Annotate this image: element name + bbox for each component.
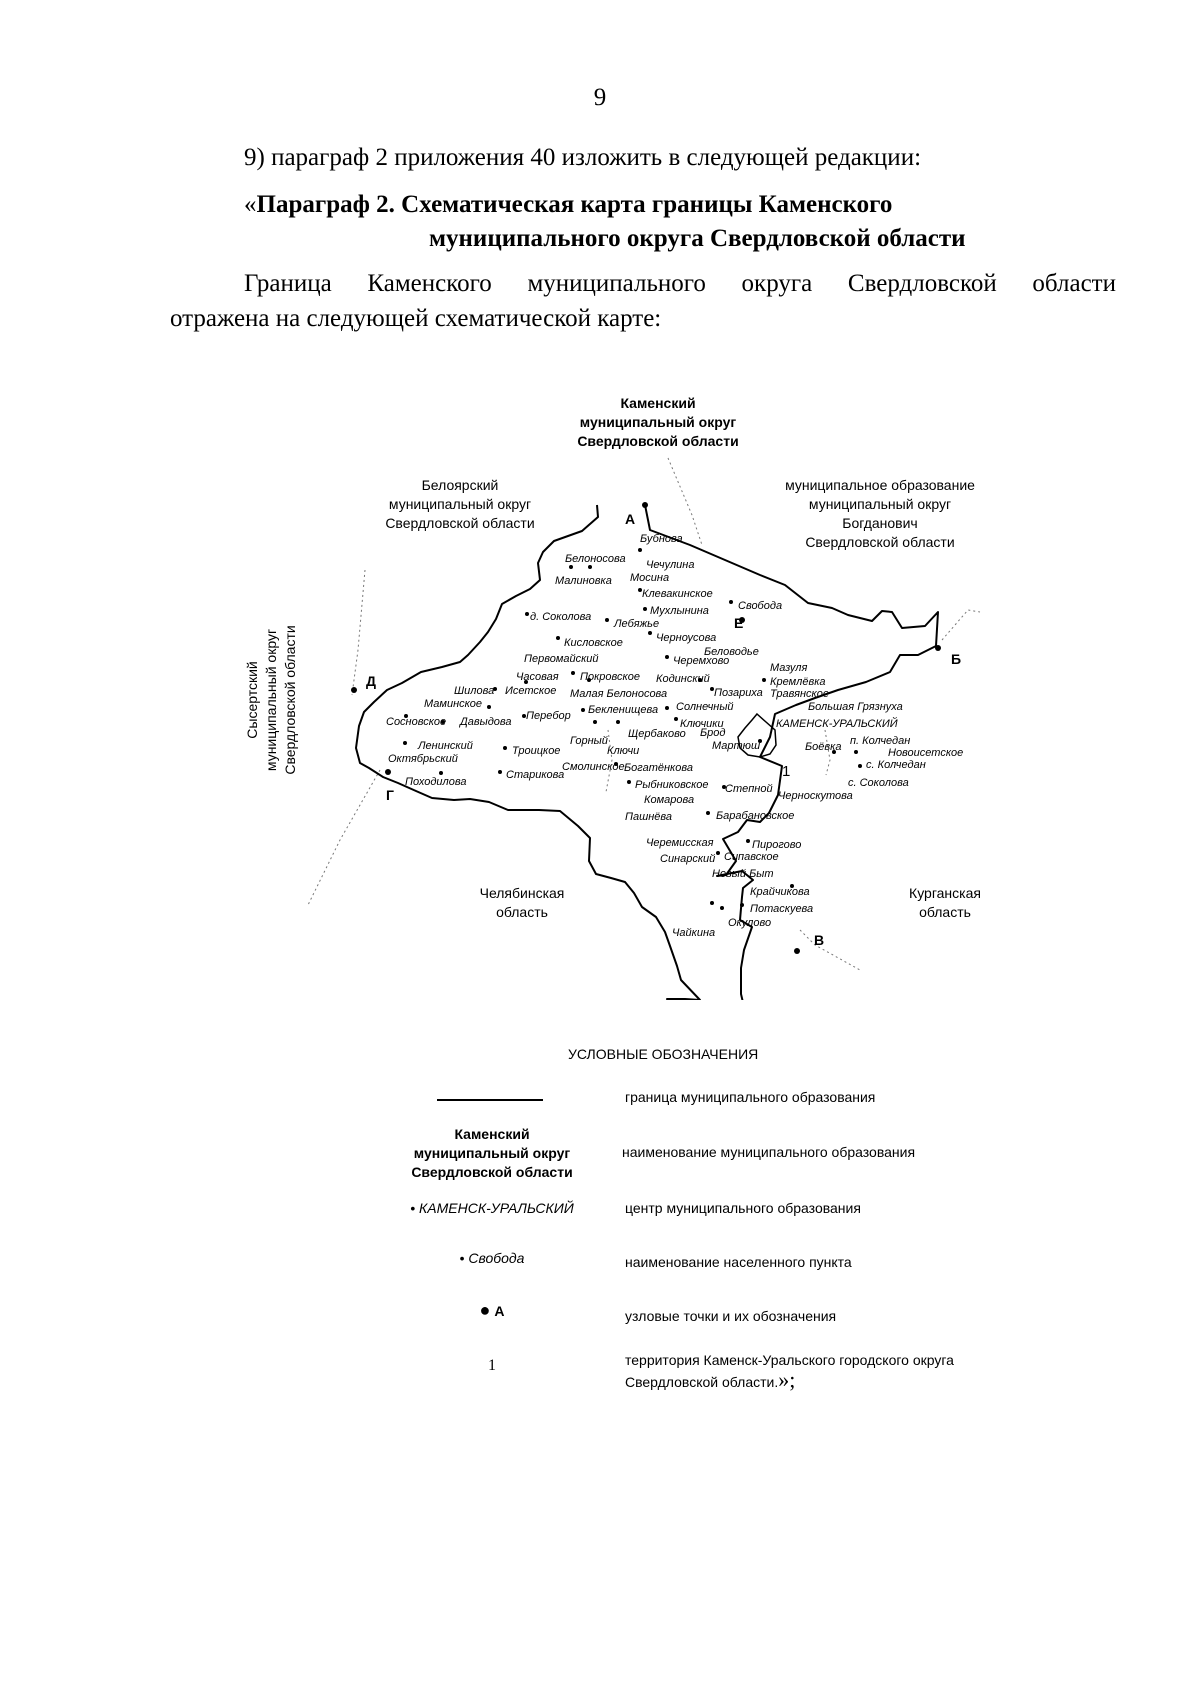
label-belovodye: Беловодье xyxy=(704,646,759,658)
neighbor-bogdanovich xyxy=(785,477,975,550)
neighbor-chelyabinsk xyxy=(480,885,565,920)
dot-malinovka xyxy=(569,565,573,569)
label-barabanovskoe: Барабановское xyxy=(716,810,795,822)
label-chernoskutova: Черноскутова xyxy=(778,790,853,802)
dot-chechulina xyxy=(638,548,642,552)
node-point-g xyxy=(385,769,391,775)
label-belonosova: Белоносова xyxy=(565,553,626,565)
boundary-west-upper xyxy=(352,570,365,695)
label-maminskoe: Маминское xyxy=(424,698,483,710)
label-malinovka: Малиновка xyxy=(555,575,612,587)
label-kislovskoe: Кисловское xyxy=(564,637,623,649)
kurgan-line-2: область xyxy=(919,904,971,920)
label-oktyabrsky: Октябрьский xyxy=(388,753,458,765)
dot-potaskueva xyxy=(740,903,744,907)
node-point-a xyxy=(642,502,648,508)
legend-title: УСЛОВНЫЕ ОБОЗНАЧЕНИЯ xyxy=(568,1046,759,1062)
label-gorny: Горный xyxy=(570,735,608,747)
label-d-sokolova: д. Соколова xyxy=(530,611,592,623)
label-chechulina: Чечулина xyxy=(646,559,695,571)
label-okulovo: Окулово xyxy=(728,917,772,929)
bogdanovich-line-1: муниципальное образование xyxy=(785,477,975,493)
label-klyuchiki: Ключики xyxy=(680,718,724,730)
legend-name-sample-line-2: муниципальный округ xyxy=(413,1145,571,1161)
label-klyuchi: Ключи xyxy=(607,745,640,757)
legend-name-sample-line-1: Каменский xyxy=(454,1126,530,1142)
label-kodinsky: Кодинский xyxy=(656,673,710,685)
label-mazulya: Мазуля xyxy=(770,662,808,674)
label-cheremkhovo: Черемхово xyxy=(673,655,730,667)
label-svoboda: Свобода xyxy=(738,600,783,612)
dot-klyuchiki xyxy=(674,717,678,721)
legend-center-sample: • КАМЕНСК-УРАЛЬСКИЙ xyxy=(410,1200,574,1216)
node-label-a: А xyxy=(625,511,636,527)
center-title-line-3: Свердловской области xyxy=(577,433,739,449)
neighbor-sysertsky xyxy=(244,625,298,774)
legend-territory-line-2: Свердловской области.»; xyxy=(625,1367,796,1392)
title-line-1: Параграф 2. Схематическая карта границы Каменского xyxy=(256,191,893,218)
dot-chernousova xyxy=(648,631,652,635)
dot-kremlevka xyxy=(762,678,766,682)
label-shilova: Шилова xyxy=(454,685,495,697)
paragraph-title xyxy=(244,188,966,256)
dot-solnechny xyxy=(665,706,669,710)
label-komarova: Комарова xyxy=(644,794,695,806)
label-pervomaysky: Первомайский xyxy=(524,653,599,665)
dot-gorny xyxy=(593,720,597,724)
boundary-south xyxy=(800,930,860,970)
bogdanovich-line-4: Свердловской области xyxy=(805,534,955,550)
label-klevakinskoe: Клевакинское xyxy=(642,588,713,600)
legend-name-label: наименование муниципального образования xyxy=(622,1144,916,1160)
sysertsky-line-3: Свердловской области xyxy=(282,625,298,775)
label-davydova: Давыдова xyxy=(460,716,512,728)
label-pozarikha: Позариха xyxy=(714,687,763,699)
label-cheremisskaya: Черемисская xyxy=(646,837,714,849)
dot-chaykina xyxy=(720,906,724,910)
label-chernousova: Черноусова xyxy=(656,632,717,644)
bogdanovich-line-2: муниципальный округ xyxy=(808,496,952,512)
body-paragraph xyxy=(170,266,1116,336)
label-brod: Брод xyxy=(700,727,726,739)
body-line-2: отражена на следующей схематической карте: xyxy=(170,305,662,332)
legend-territory-sample: 1 xyxy=(488,1357,496,1374)
legend-center-sample-text: КАМЕНСК-УРАЛЬСКИЙ xyxy=(419,1200,574,1216)
node-label-e: Е xyxy=(734,615,744,631)
label-pashneva: Пашнёва xyxy=(625,811,673,823)
node-label-g: Г xyxy=(386,787,394,803)
node-point-b xyxy=(935,645,941,651)
dot-mukhlynina xyxy=(643,607,647,611)
title-line-2: муниципального округа Свердловской области xyxy=(429,225,966,252)
neighbor-kurgan xyxy=(909,885,981,920)
page-number: 9 xyxy=(593,84,607,111)
label-pirogovo: Пирогово xyxy=(752,839,802,851)
label-pokhodilova: Походилова xyxy=(405,776,467,788)
dot-leninsky xyxy=(403,741,407,745)
label-mosina: Мосина xyxy=(630,572,670,584)
sysertsky-line-1: Сысертский xyxy=(244,661,260,739)
dot-troitskoe xyxy=(503,746,507,750)
chelyabinsk-line-1: Челябинская xyxy=(479,885,565,901)
label-lebyazhe: Лебяжье xyxy=(614,618,660,630)
schematic-map xyxy=(0,380,1200,1000)
dot-d-sokolova xyxy=(525,612,529,616)
dot-starikova xyxy=(498,770,502,774)
label-isetskoe: Исетское xyxy=(505,685,557,697)
dot-pokhodilova xyxy=(439,771,443,775)
neighbor-beloyarsky xyxy=(385,477,534,531)
dot-cheremkhovo xyxy=(665,655,669,659)
dot-pokrovskoe xyxy=(571,671,575,675)
dot-belonosova xyxy=(588,565,592,569)
center-title-line-1: Каменский xyxy=(620,395,696,411)
node-point-d xyxy=(351,687,357,693)
label-martyush: Мартюш xyxy=(712,740,761,752)
center-title xyxy=(577,395,738,449)
label-novoisetskoe: Новоисетское xyxy=(888,747,964,759)
dot-s-kolchedan xyxy=(858,764,862,768)
label-center: КАМЕНСК-УРАЛЬСКИЙ xyxy=(776,718,898,730)
legend-territory-line-1: территория Каменск-Уральского городского округа xyxy=(625,1352,954,1368)
body-line-1: Граница Каменского муниципального округа Свердловской области xyxy=(244,270,1116,297)
label-malaya-belonosova: Малая Белоносова xyxy=(570,688,668,700)
beloyarsky-line-1: Белоярский xyxy=(421,477,499,493)
label-chaykina: Чайкина xyxy=(672,927,716,939)
legend-border-label: граница муниципального образования xyxy=(625,1089,876,1105)
city-territory-number: 1 xyxy=(782,763,791,780)
node-label-v: В xyxy=(814,932,825,948)
boundary-north xyxy=(668,458,702,545)
label-s-sokolova: с. Соколова xyxy=(848,777,909,789)
label-kremlevka: Кремлёвка xyxy=(770,676,826,688)
legend-name-sample-line-3: Свердловской области xyxy=(411,1164,573,1180)
beloyarsky-line-3: Свердловской области xyxy=(385,515,535,531)
label-bubnova: Бубнова xyxy=(640,533,683,545)
label-potaskueva: Потаскуева xyxy=(750,903,814,915)
amendment-intro: 9) параграф 2 приложения 40 изложить в следующей редакции: xyxy=(244,144,922,171)
label-pokrovskoe: Покровское xyxy=(580,671,640,683)
legend-node-label: узловые точки и их обозначения xyxy=(625,1308,837,1324)
opening-quote: « xyxy=(244,191,257,218)
label-mukhlynina: Мухлынина xyxy=(650,605,709,617)
beloyarsky-line-2: муниципальный округ xyxy=(388,496,532,512)
closing-quote: »; xyxy=(778,1367,796,1392)
dot-novoisetskoe xyxy=(854,750,858,754)
center-title-line-2: муниципальный округ xyxy=(579,414,737,430)
legend-node-sample-text: А xyxy=(494,1303,505,1319)
node-point-v xyxy=(794,948,800,954)
node-label-d: Д xyxy=(366,673,376,689)
legend-settlement-sample: • Свобода xyxy=(459,1250,525,1266)
dot-beklenishcheva xyxy=(581,708,585,712)
label-smolinskoe: Смолинское xyxy=(562,761,625,773)
kurgan-line-1: Курганская xyxy=(909,885,981,901)
label-starikova: Старикова xyxy=(506,769,565,781)
label-rybnikovskoe: Рыбниковское xyxy=(635,779,709,791)
label-boevka: Боёвка xyxy=(805,741,842,753)
label-shcherbakovo: Щербаково xyxy=(628,728,686,740)
sysertsky-line-2: муниципальный округ xyxy=(263,628,279,772)
legend-name-sample xyxy=(377,1125,607,1182)
settlements xyxy=(386,533,963,939)
node-label-b: Б xyxy=(951,651,962,667)
label-novy-byt: Новый Быт xyxy=(712,868,774,880)
label-beklenishcheva: Бекленищева xyxy=(588,704,659,716)
legend-territory-label xyxy=(625,1350,954,1392)
chelyabinsk-line-2: область xyxy=(496,904,548,920)
label-leninsky: Ленинский xyxy=(418,740,473,752)
dot-rybnikovskoe xyxy=(627,780,631,784)
dot-okulovo xyxy=(710,901,714,905)
legend-settlement-sample-text: Свобода xyxy=(468,1250,525,1266)
label-stepnoy: Степной xyxy=(725,783,773,795)
label-kraychikova: Крайчикова xyxy=(750,886,810,898)
label-perebor: Перебор xyxy=(526,710,571,722)
dot-pirogovo xyxy=(746,839,750,843)
label-sipavskoe: Сипавское xyxy=(724,851,779,863)
dot-pashneva xyxy=(706,811,710,815)
dot-svoboda xyxy=(729,600,733,604)
label-bolshaya-gryaznukha: Большая Грязнуха xyxy=(808,701,903,713)
legend-settlement-label: наименование населенного пункта xyxy=(625,1254,852,1270)
label-s-kolchedan: с. Колчедан xyxy=(866,759,926,771)
label-bogatenkova: Богатёнкова xyxy=(624,762,693,774)
label-sosnovskoe: Сосновское xyxy=(386,716,447,728)
legend-border-sample xyxy=(437,1099,543,1101)
boundary-east xyxy=(942,610,980,640)
legend-center-label: центр муниципального образования xyxy=(625,1200,861,1216)
dot-maminskoe xyxy=(487,705,491,709)
dot-sipavskoe xyxy=(716,851,720,855)
legend-node-sample: ● А xyxy=(479,1300,505,1320)
dot-kislovskoe xyxy=(556,636,560,640)
dot-lebyazhe xyxy=(605,618,609,622)
boundary-west-lower xyxy=(308,770,380,905)
label-chasovaya: Часовая xyxy=(516,671,559,683)
label-p-kolchedan: п. Колчедан xyxy=(850,735,911,747)
label-travyanskoe: Травянское xyxy=(770,688,829,700)
label-sinarsky: Синарский xyxy=(660,853,716,865)
dot-shcherbakovo xyxy=(616,720,620,724)
label-solnechny: Солнечный xyxy=(676,701,734,713)
bogdanovich-line-3: Богданович xyxy=(842,515,918,531)
label-troitskoe: Троицкое xyxy=(512,745,561,757)
